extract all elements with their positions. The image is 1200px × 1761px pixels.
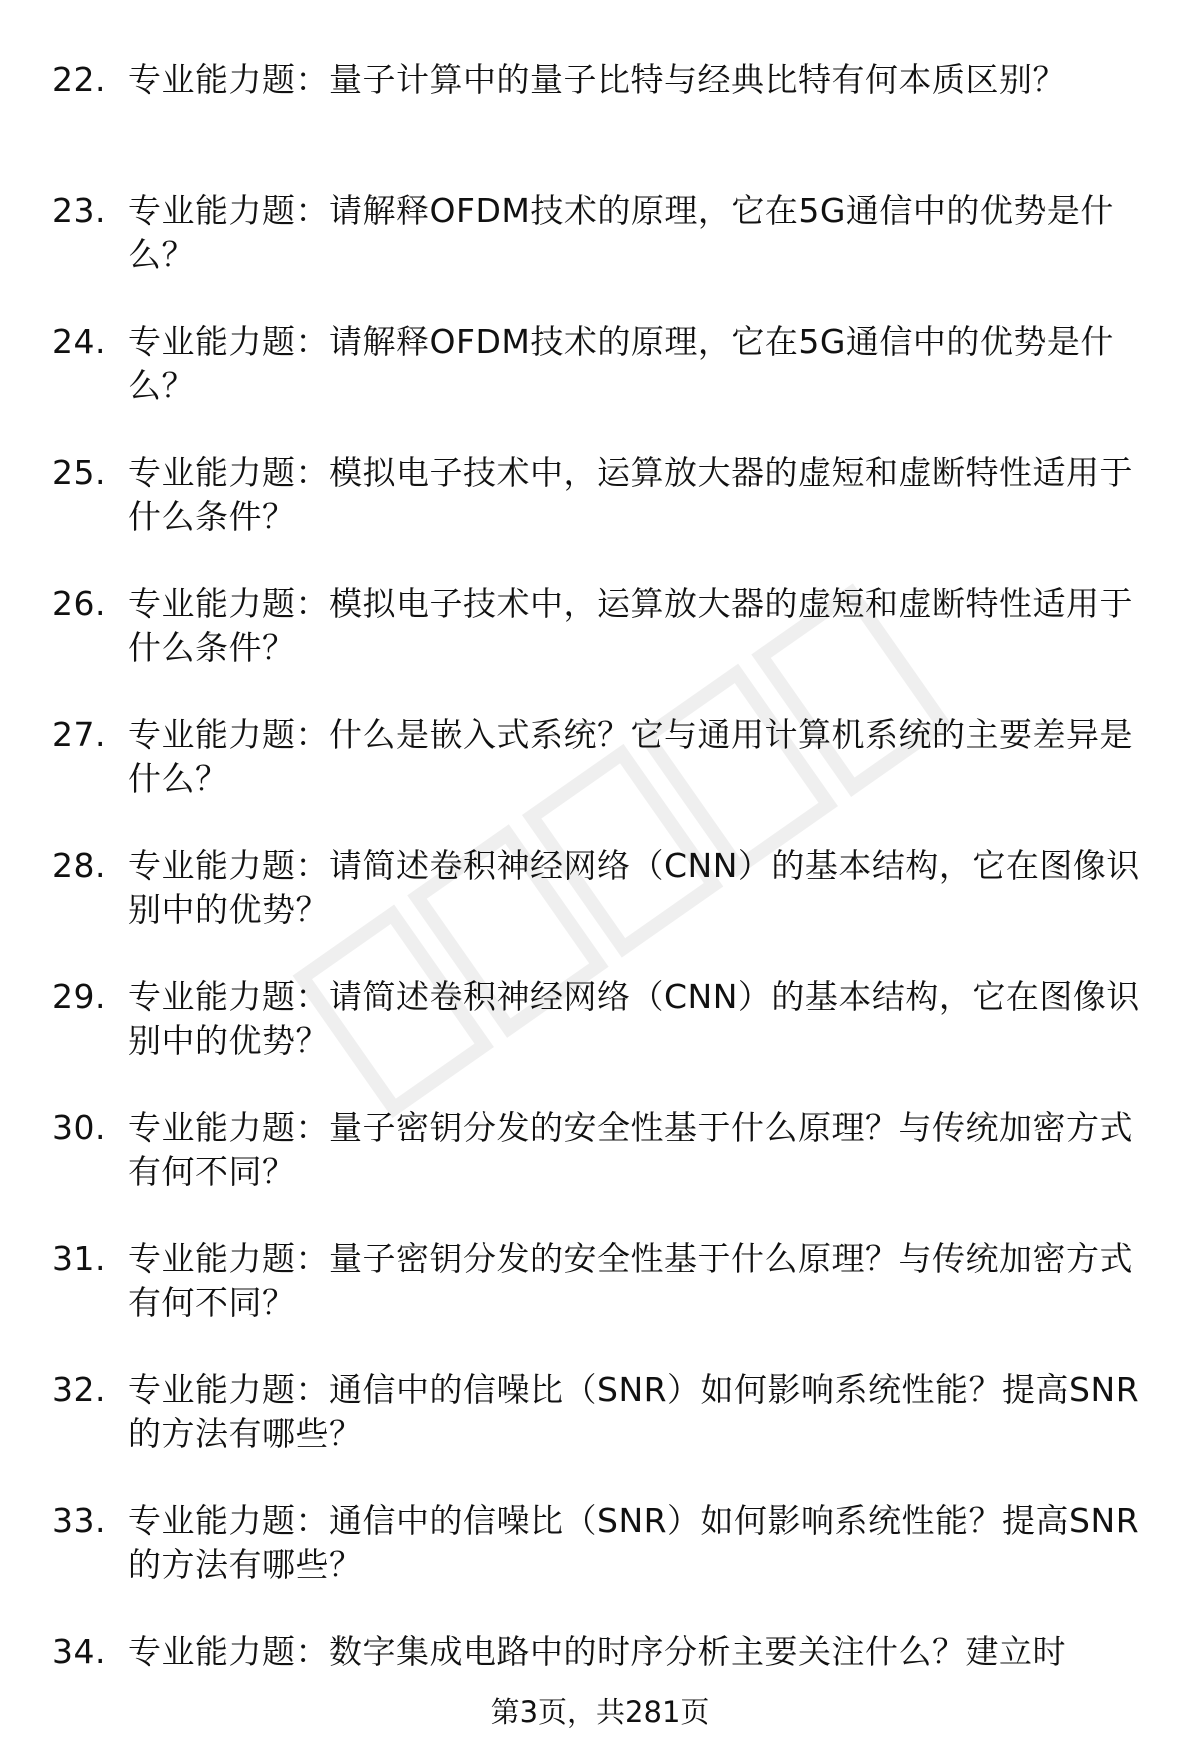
question-text: 专业能力题：请简述卷积神经网络（CNN）的基本结构，它在图像识别中的优势？ [128, 846, 1140, 929]
question-number: 30. [52, 1108, 106, 1147]
list-item [0, 1499, 1200, 1630]
question-number: 27. [52, 715, 106, 754]
question-text: 专业能力题：请解释OFDM技术的原理，它在5G通信中的优势是什么？ [128, 322, 1114, 405]
question-text: 专业能力题：数字集成电路中的时序分析主要关注什么？建立时 [128, 1632, 1066, 1671]
list-item [0, 844, 1200, 975]
page-number-label: 第3页，共281页 [490, 1695, 710, 1729]
list-item [0, 320, 1200, 451]
list-item [0, 713, 1200, 844]
question-text: 专业能力题：请简述卷积神经网络（CNN）的基本结构，它在图像识别中的优势？ [128, 977, 1140, 1060]
question-text: 专业能力题：通信中的信噪比（SNR）如何影响系统性能？提高SNR的方法有哪些？ [128, 1370, 1140, 1453]
question-list [0, 58, 1200, 1761]
question-number: 26. [52, 584, 106, 623]
list-item [0, 1368, 1200, 1499]
question-text: 专业能力题：请解释OFDM技术的原理，它在5G通信中的优势是什么？ [128, 191, 1114, 274]
question-text: 专业能力题：量子密钥分发的安全性基于什么原理？与传统加密方式有何不同？ [128, 1108, 1133, 1191]
list-item [0, 58, 1200, 189]
list-item [0, 1237, 1200, 1368]
question-number: 22. [52, 60, 106, 99]
question-number: 25. [52, 453, 106, 492]
list-item [0, 582, 1200, 713]
question-number: 23. [52, 191, 106, 230]
question-number: 32. [52, 1370, 106, 1409]
question-text: 专业能力题：量子计算中的量子比特与经典比特有何本质区别？ [128, 60, 1066, 99]
question-number: 24. [52, 322, 106, 361]
list-item [0, 975, 1200, 1106]
list-item [0, 189, 1200, 320]
question-number: 29. [52, 977, 106, 1016]
question-text: 专业能力题：模拟电子技术中，运算放大器的虚短和虚断特性适用于什么条件？ [128, 584, 1133, 667]
question-number: 31. [52, 1239, 106, 1278]
question-number: 34. [52, 1632, 106, 1671]
question-text: 专业能力题：模拟电子技术中，运算放大器的虚短和虚断特性适用于什么条件？ [128, 453, 1133, 536]
page-footer [0, 1692, 1200, 1732]
question-text: 专业能力题：什么是嵌入式系统？它与通用计算机系统的主要差异是什么？ [128, 715, 1133, 798]
list-item [0, 451, 1200, 582]
question-text: 专业能力题：通信中的信噪比（SNR）如何影响系统性能？提高SNR的方法有哪些？ [128, 1501, 1140, 1584]
list-item [0, 1106, 1200, 1237]
question-number: 28. [52, 846, 106, 885]
question-text: 专业能力题：量子密钥分发的安全性基于什么原理？与传统加密方式有何不同？ [128, 1239, 1133, 1322]
question-number: 33. [52, 1501, 106, 1540]
